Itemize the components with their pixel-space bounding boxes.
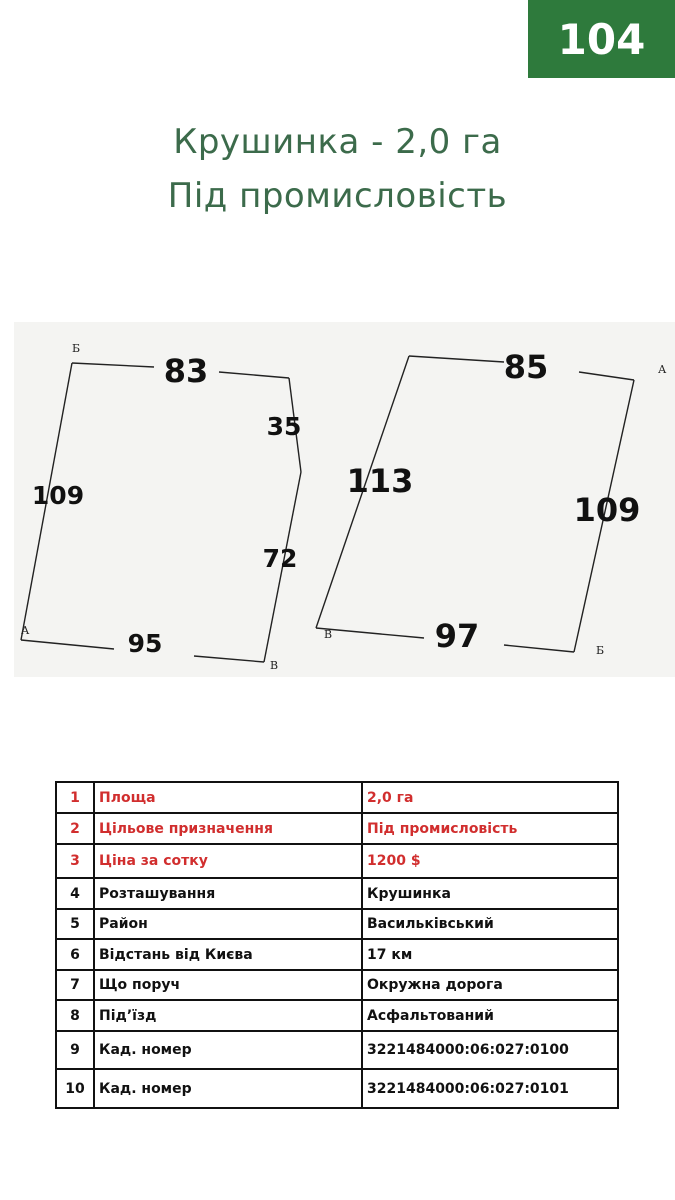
right-plot-top-dimension: 85 [503, 348, 549, 386]
row-value: Окружна дорога [362, 970, 618, 1000]
row-number: 5 [56, 909, 94, 939]
table-row [56, 1031, 618, 1069]
row-label: Під’їзд [94, 1000, 362, 1031]
row-label: Площа [94, 782, 362, 813]
right-plot-bottom-dimension: 97 [434, 617, 480, 655]
row-number: 9 [56, 1031, 94, 1069]
row-number: 8 [56, 1000, 94, 1031]
table-row [56, 844, 618, 878]
row-value: Під промисловість [362, 813, 618, 844]
left-plot-left-dimension: 109 [31, 481, 85, 510]
row-label: Кад. номер [94, 1031, 362, 1069]
row-label: Ціна за сотку [94, 844, 362, 878]
left-plot-bottom-dimension: 95 [127, 629, 163, 658]
right-plot-bottom-edge-2 [316, 628, 424, 638]
row-label: Що поруч [94, 970, 362, 1000]
row-label: Розташування [94, 878, 362, 909]
listing-details-table [55, 781, 619, 1109]
left-plot-right-upper-dimension: 35 [266, 412, 302, 441]
left-plot-top-edge-2 [219, 372, 289, 378]
listing-number-badge [528, 0, 675, 78]
row-value: 1200 $ [362, 844, 618, 878]
row-value: 17 км [362, 939, 618, 970]
row-label: Кад. номер [94, 1069, 362, 1108]
left-plot-top-edge [72, 363, 154, 367]
row-value: Васильківський [362, 909, 618, 939]
right-plot-top-edge [409, 356, 504, 362]
right-plot-left-dimension: 113 [346, 462, 414, 500]
left-plot-right-lower-dimension: 72 [262, 544, 298, 573]
row-label: Цільове призначення [94, 813, 362, 844]
table-row [56, 813, 618, 844]
row-number: 10 [56, 1069, 94, 1108]
row-value: Асфальтований [362, 1000, 618, 1031]
row-value: Крушинка [362, 878, 618, 909]
left-plot-top-dimension: 83 [163, 352, 209, 390]
row-label: Район [94, 909, 362, 939]
right-plot-bottom-edge [504, 645, 574, 652]
row-number: 7 [56, 970, 94, 1000]
row-number: 4 [56, 878, 94, 909]
table-row [56, 878, 618, 909]
listing-subtitle: Під промисловість [167, 176, 508, 216]
right-plot-corner-bottom-left: В [324, 628, 333, 641]
left-plot [21, 363, 301, 662]
row-value: 3221484000:06:027:0100 [362, 1031, 618, 1069]
left-plot-corner-top-left: Б [72, 342, 81, 355]
listing-number: 104 [557, 14, 646, 64]
table-row [56, 782, 618, 813]
listing-title: Крушинка - 2,0 га [173, 122, 502, 162]
row-number: 1 [56, 782, 94, 813]
left-plot-corner-bottom-left: А [21, 624, 30, 637]
right-plot-right-dimension: 109 [573, 491, 641, 529]
right-plot-corner-top-right: А [658, 363, 667, 376]
right-plot-top-edge-2 [579, 372, 634, 380]
row-value: 2,0 га [362, 782, 618, 813]
row-number: 6 [56, 939, 94, 970]
table-row [56, 939, 618, 970]
table-row [56, 970, 618, 1000]
table-row [56, 1000, 618, 1031]
row-value: 3221484000:06:027:0101 [362, 1069, 618, 1108]
table-row [56, 909, 618, 939]
row-number: 2 [56, 813, 94, 844]
plot-plans-drawing [14, 322, 675, 677]
table-row [56, 1069, 618, 1108]
left-plot-bottom-edge-2 [21, 640, 114, 649]
land-plot-plans [14, 322, 675, 677]
left-plot-corner-bottom-right: В [270, 659, 279, 672]
row-label: Відстань від Києва [94, 939, 362, 970]
right-plot-corner-bottom-right: Б [596, 644, 605, 657]
row-number: 3 [56, 844, 94, 878]
left-plot-bottom-edge [194, 656, 264, 662]
